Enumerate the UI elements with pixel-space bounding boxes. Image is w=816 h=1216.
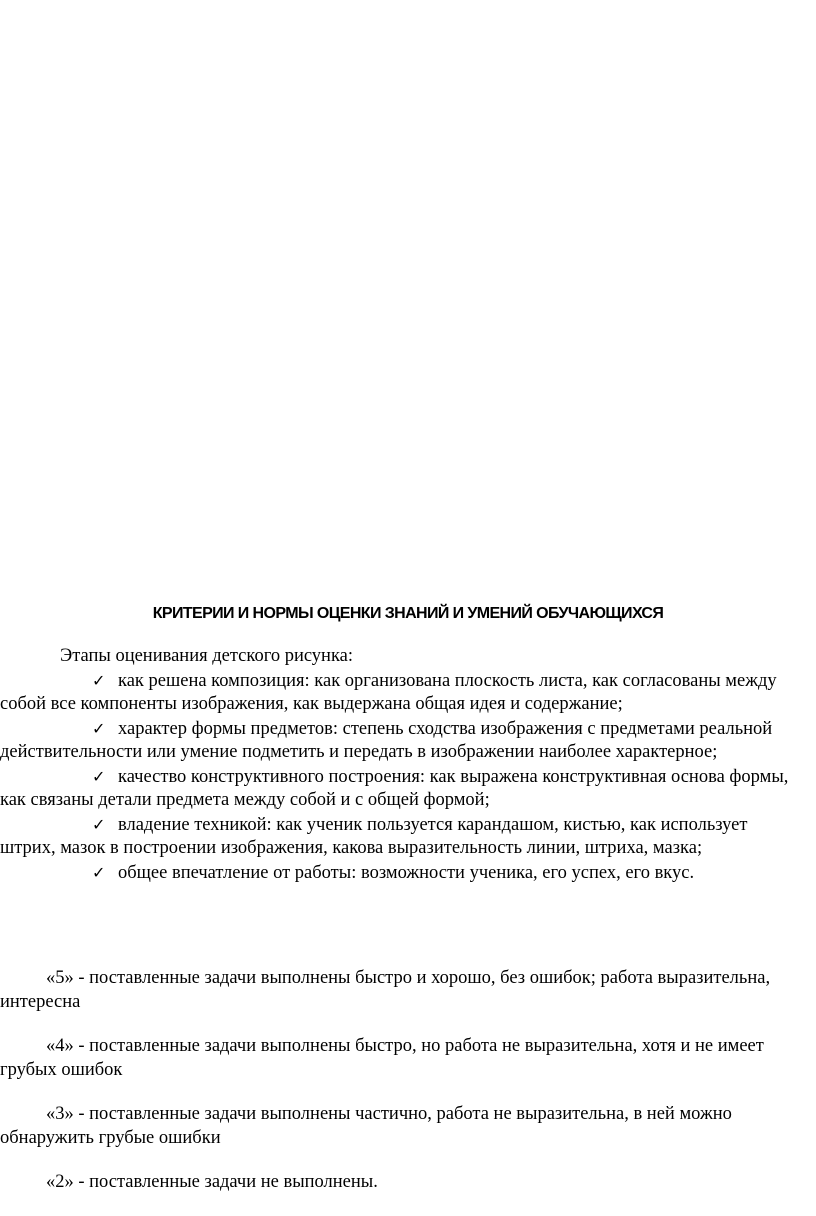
- checkmark-icon: ✓: [92, 814, 106, 834]
- grade-list: [0, 967, 780, 1216]
- criteria-item: [0, 765, 790, 813]
- criteria-item: [0, 669, 790, 717]
- criteria-item: [0, 813, 790, 861]
- criteria-item: [0, 861, 790, 886]
- criteria-text: как решена композиция: как организована плоскость листа, как согласованы между собой все компоненты изображения, как выдержана общая идея и содержание;: [0, 670, 777, 714]
- grade-3-paragraph: «3» - поставленные задачи выполнены частично, работа не выразительна, в ней можно обнаружить грубые ошибки: [0, 1104, 732, 1148]
- criteria-text: владение техникой: как ученик пользуется карандашом, кистью, как использует штрих, мазок в построении изображения, какова выразительность линии, штриха, мазка;: [0, 814, 748, 858]
- grade-5-paragraph: «5» - поставленные задачи выполнены быстро и хорошо, без ошибок; работа выразительна, интересна: [0, 968, 771, 1012]
- grade-4-paragraph: «4» - поставленные задачи выполнены быстро, но работа не выразительна, хотя и не имеет грубых ошибок: [0, 1036, 764, 1080]
- checkmark-icon: ✓: [92, 862, 106, 882]
- grade-2-paragraph: «2» - поставленные задачи не выполнены.: [46, 1172, 378, 1192]
- checkmark-icon: ✓: [92, 718, 106, 738]
- criteria-text: качество конструктивного построения: как выражена конструктивная основа формы, как связаны детали предмета между собой и с общей формой;: [0, 766, 789, 810]
- criteria-item: [0, 717, 790, 765]
- checkmark-icon: ✓: [92, 766, 106, 786]
- checkmark-icon: ✓: [92, 670, 106, 690]
- criteria-text: характер формы предметов: степень сходства изображения с предметами реальной действительности или умение подметить и передать в изображении наиболее характерное;: [0, 718, 773, 762]
- stages-intro: Этапы оценивания детского рисунка:: [60, 646, 354, 666]
- criteria-text: общее впечатление от работы: возможности ученика, его успех, его вкус.: [118, 862, 695, 883]
- assessment-stages: [0, 645, 790, 885]
- document-title: КРИТЕРИИ И НОРМЫ ОЦЕНКИ ЗНАНИЙ И УМЕНИЙ ОБУЧАЮЩИХСЯ: [152, 605, 664, 622]
